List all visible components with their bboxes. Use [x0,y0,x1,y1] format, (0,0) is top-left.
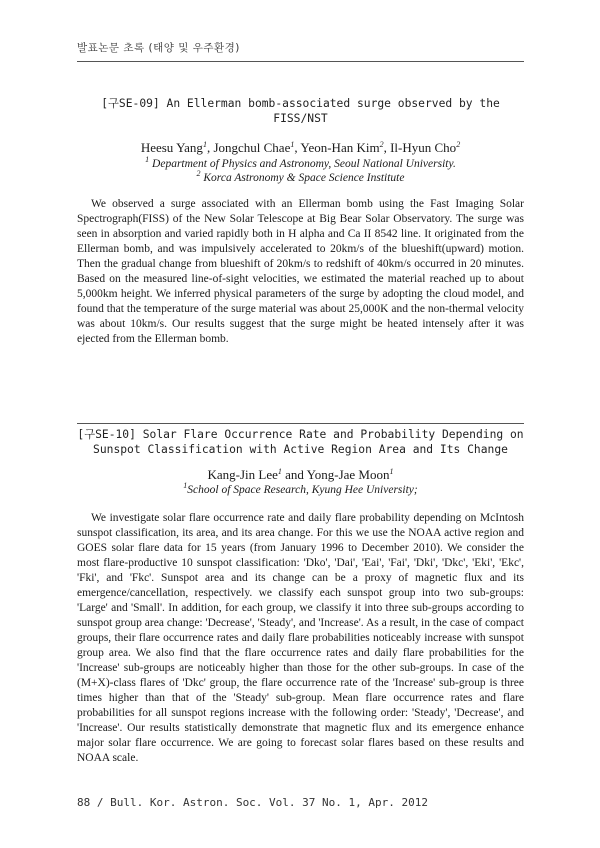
author-list [77,140,524,156]
author-name: Jongchul Chae [213,140,291,155]
author-name: Il-Hyun Cho [390,140,457,155]
affiliation-text: School of Space Research, Kyung Hee University; [187,484,418,496]
author-list [77,467,524,483]
author-name: Yeon-Han Kim [300,140,380,155]
author-separator: , [294,140,301,155]
header-rule [77,61,524,62]
author-name: Yong-Jae Moon [306,467,390,482]
paper-title [77,427,524,457]
affiliation-mark: 1 [145,155,150,164]
author-separator: , [206,140,214,155]
author-affiliation-mark: 1 [290,140,295,149]
affiliation [77,171,524,185]
abstract-text: We investigate solar flare occurrence rate and daily flare probability depending on McIntosh sunspot classification, its area, and its area change. For this we use the NOAA active region and GOES solar flare data for 15 years (from January 1996 to December 2010). We consider the most flare-productive 10 sunspot classification: 'Dko', 'Dai', 'Eai', 'Fai', 'Dki', 'Dkc', 'Eki', 'Ekc', 'Fki', and 'Fkc'. Sunspot area and its change can be a proxy of magnetic flux and its emergence/cancellation, respectively. we classify each sunspot group into two sub-groups: 'Large' and 'Small'. In addition, for each group, we classify it into three sub-groups according to sunspot group area change: 'Decrease', 'Steady', and 'Increase'. As a result, in the case of compact groups, their flare occurrence rates and daily flare probabilities noticeably increase with sunspot group area. We also find that the flare occurrence rates and daily flare probabilities for the 'Increase' sub-groups are noticeably higher than those for the other sub-groups. In case of the (M+X)-class flares of 'Dkc' group, the flare occurrence rate of the 'Increase' sub-group is three times higher than that of the 'Steady' sub-group. Mean flare occurrence rates and flare probabilities for all sunspot regions increase with the following order: 'Steady', 'Decrease', and 'Increase'. Our results statistically demonstrate that magnetic flux and its emergence enhance major solar flare occurrence. We are going to forecast solar flares based on these results and NOAA scale. [77,512,524,764]
author-separator: , [383,140,391,155]
affiliation-text: Department of Physics and Astronomy, Seoul National University. [152,158,456,170]
author-name: Heesu Yang [140,140,203,155]
page-footer: 88 / Bull. Kor. Astron. Soc. Vol. 37 No. 1, Apr. 2012 [77,796,428,809]
paper-title-line: Sunspot Classification with Active Region Area and Its Change [93,443,508,456]
author-separator: and [281,467,307,482]
author-affiliation-mark: 2 [379,140,384,149]
paper-title-line: [구SE-09] An Ellerman bomb-associated surge observed by the [101,97,500,110]
author-affiliation-mark: 1 [202,140,207,149]
affiliation-mark: 2 [196,169,201,178]
affiliation [77,483,524,497]
paper-title-line: [구SE-10] Solar Flare Occurrence Rate and Probability Depending on [77,428,524,441]
author-name: Kang-Jin Lee [207,467,278,482]
paper-title-line: FISS/NST [273,112,328,125]
author-affiliation-mark: 1 [389,467,394,476]
paper-title [77,96,524,126]
affiliation-list [77,483,524,497]
affiliation-text: Korca Astronomy & Space Science Institute [203,172,405,184]
affiliation [77,157,524,171]
author-affiliation-mark: 2 [456,140,461,149]
running-header: 발표논문 초록 (태양 및 우주환경) [77,42,240,54]
section-divider [77,423,524,424]
affiliation-list [77,157,524,185]
abstract-text: We observed a surge associated with an Ellerman bomb using the Fast Imaging Solar Spectrograph(FISS) of the New Solar Telescope at Big Bear Solar Observatory. The surge was seen in absorption and varied rapidly both in H alpha and Ca II 8542 line. It originated from the Ellerman bomb, and was impulsively accelerated to 20km/s of the blueshift(upward) motion. Then the gradual change from blueshift of 20km/s to redshift of 40km/s occurred in 20 minutes. Based on the measured line-of-sight velocities, we estimated the material reached up to about 5,000km height. We inferred physical parameters of the surge by adopting the cloud model, and found that the temperature of the surge material was about 25,000K and the non-thermal velocity was about 10km/s. Our results suggest that the surge might be heated intensely after it was ejected from the Ellerman bomb. [77,198,524,345]
author-affiliation-mark: 1 [277,467,282,476]
affiliation-mark: 1 [183,481,188,490]
